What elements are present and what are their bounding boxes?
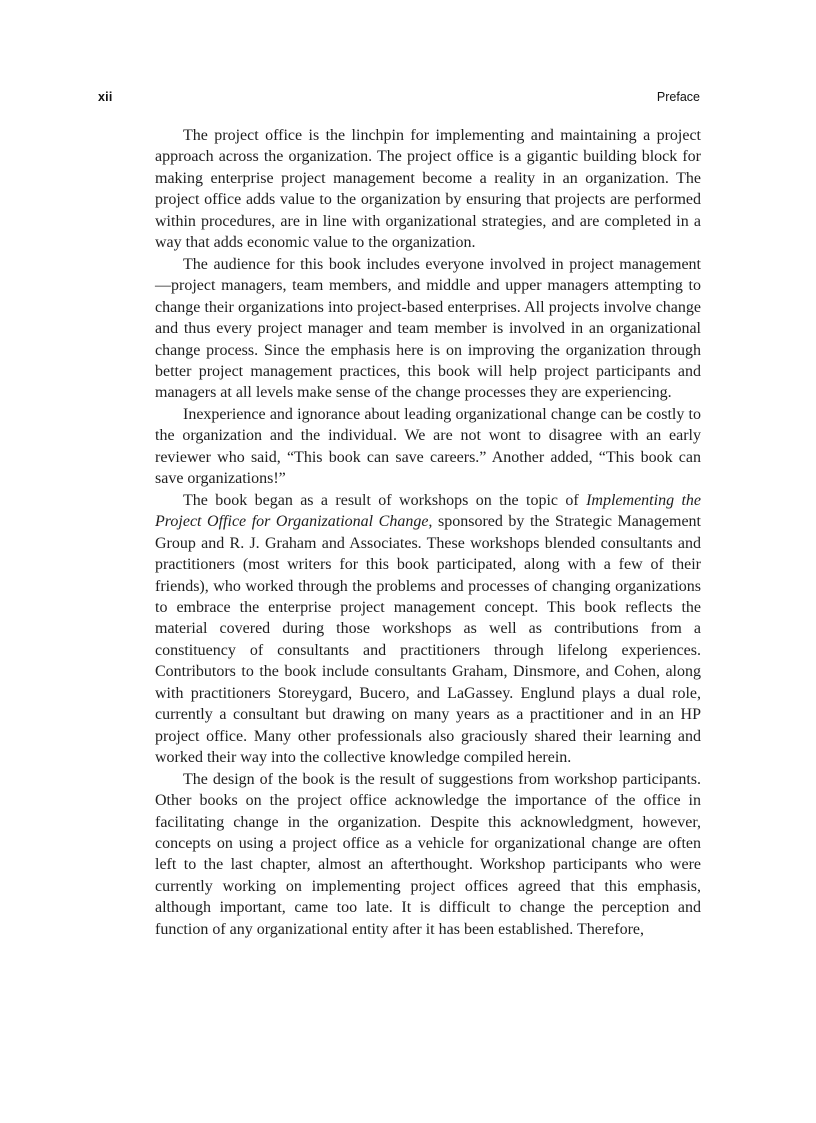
paragraph — [155, 254, 701, 404]
page-body — [155, 125, 701, 940]
text-run: The book began as a result of workshops on the topic of — [183, 491, 587, 509]
paragraph — [155, 125, 701, 254]
text-run: Inexperience and ignorance about leading organizational change can be costly to the organization and the individual. We are not wont to disagree with an early reviewer who said, “This book can save careers.” Another added, “This book can save organizations!” — [155, 405, 701, 488]
text-run: sponsored by the Strategic Management Group and R. J. Graham and Associates. These workshops blended consultants and practitioners (most writers for this book participated, along with a few of their friends), who worked through the problems and processes of changing organizations to embrace the enterprise project management concept. This book reflects the material covered during those workshops as well as contributions from a constituency of consultants and practitioners through lifelong experiences. Contributors to the book include consultants Graham, Dinsmore, and Cohen, along with practitioners Storeygard, Bucero, and LaGassey. Englund plays a dual role, currently a consultant but drawing on many years as a practitioner and in an HP project office. Many other professionals also graciously shared their learning and worked their way into the collective knowledge compiled herein. — [155, 513, 702, 767]
running-header-title: Preface — [656, 90, 700, 104]
text-run: The audience for this book includes everyone involved in project management—project managers, team members, and middle and upper managers attempting to change their organizations into project-based enterprises. All projects involve change and thus every project manager and team member is involved in an organizational change process. Since the emphasis here is on improving the organization through better project management practices, this book will help project participants and managers at all levels make sense of the change processes they are experiencing. — [155, 255, 701, 402]
text-run: The project office is the linchpin for implementing and maintaining a project approach across the organization. The project office is a gigantic building block for making enterprise project management become a reality in an organization. The project office adds value to the organization by ensuring that projects are performed within procedures, are in line with organizational strategies, and are completed in a way that adds economic value to the organization. — [155, 127, 701, 252]
italic-text-run: Implementing the Project Office for Organizational Change, — [155, 491, 701, 531]
paragraph — [155, 769, 701, 941]
text-run: The design of the book is the result of suggestions from workshop participants. Other books on the project office acknowledge the importance of the office in facilitating change in the organization. Despite this acknowledgment, however, concepts on using a project office as a vehicle for organizational change are often left to the last chapter, almost an afterthought. Workshop participants who were currently working on implementing project offices agreed that this emphasis, although important, came too late. It is difficult to change the perception and function of any organizational entity after it has been established. Therefore, — [155, 770, 701, 938]
paragraph — [155, 490, 701, 769]
paragraph — [155, 404, 701, 490]
page-number: xii — [98, 90, 113, 104]
page-header — [98, 90, 700, 104]
